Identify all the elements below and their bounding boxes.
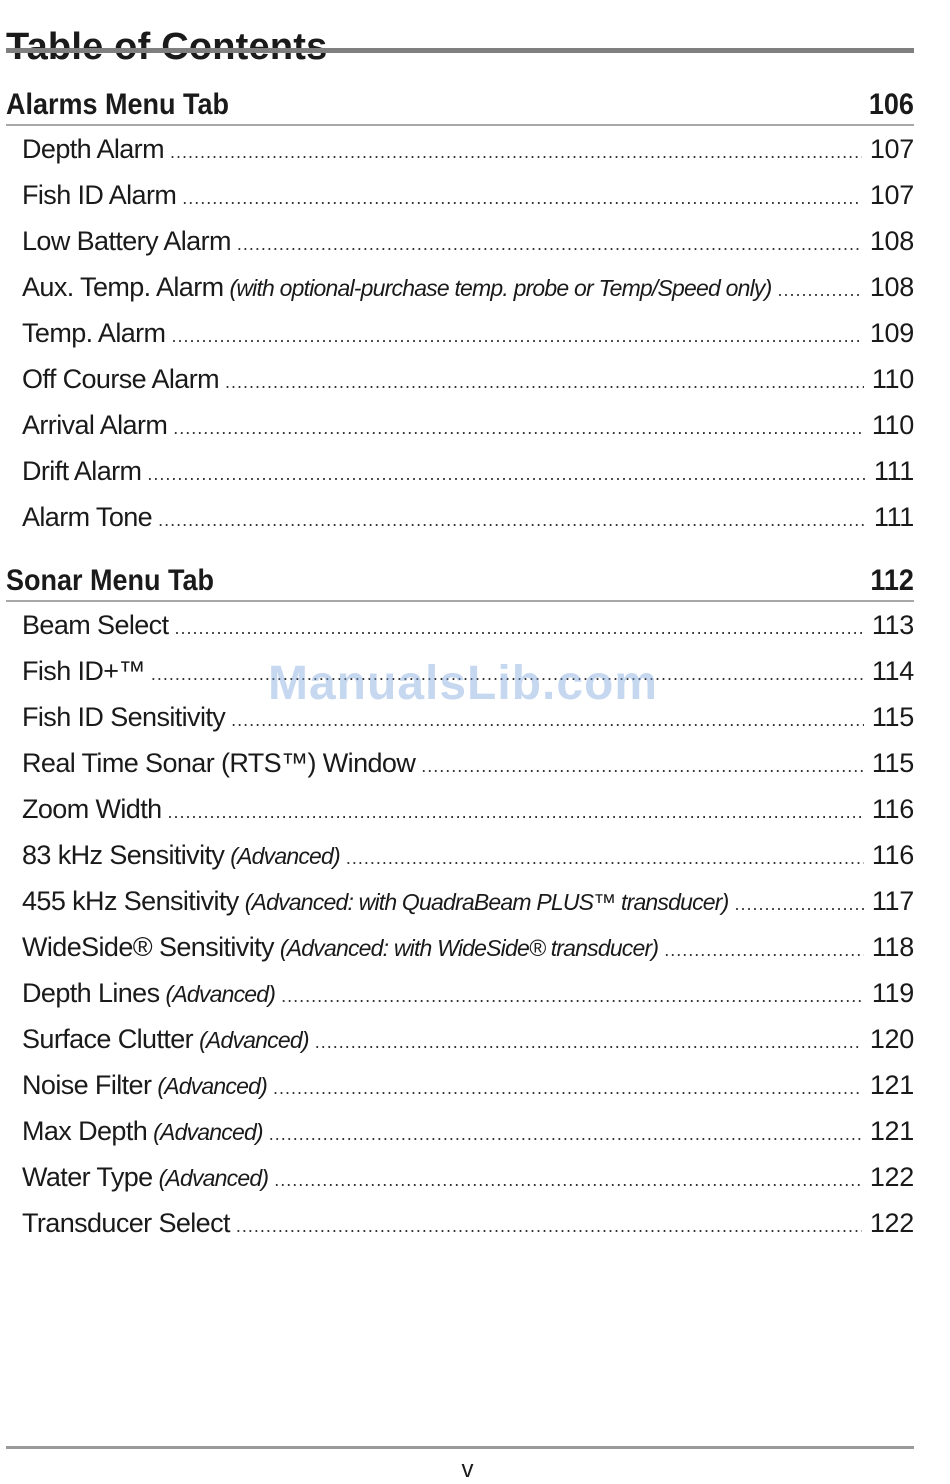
- dot-leader: [735, 881, 864, 924]
- dot-leader: [231, 697, 864, 740]
- entry-note: (Advanced): [199, 1027, 309, 1053]
- dot-leader: [237, 221, 862, 264]
- entry-page-number: 118: [871, 932, 914, 962]
- entry-page-number: 111: [873, 456, 914, 486]
- entry-page-number: 108: [869, 226, 914, 256]
- toc-entry-455khz-sensitivity[interactable]: [6, 878, 914, 924]
- dot-leader: [346, 835, 864, 878]
- page-number: v: [461, 1456, 474, 1483]
- dot-leader: [664, 927, 864, 970]
- section-page-number: 106: [868, 88, 914, 121]
- section-heading[interactable]: [6, 562, 914, 602]
- entry-label: Surface Clutter: [22, 1024, 194, 1054]
- entry-page-number: 121: [869, 1116, 914, 1146]
- section-sonar-menu-tab: [6, 562, 914, 1246]
- entry-label: Aux. Temp. Alarm: [22, 272, 224, 302]
- entry-page-number: 108: [869, 272, 914, 302]
- toc-entry-low-battery-alarm[interactable]: [6, 218, 914, 264]
- toc-entry-fish-id-plus[interactable]: [6, 648, 914, 694]
- entry-page-number: 107: [869, 180, 914, 210]
- entry-note: (Advanced): [157, 1073, 267, 1099]
- watermark: ManualsLib.com: [268, 657, 659, 710]
- dot-leader: [147, 451, 865, 494]
- dot-leader: [777, 267, 861, 310]
- section-title: Alarms Menu Tab: [6, 88, 230, 121]
- dot-leader: [151, 651, 864, 694]
- entry-page-number: 119: [871, 978, 914, 1008]
- footer-divider: [6, 1446, 914, 1449]
- toc-entry-depth-alarm[interactable]: [6, 126, 914, 172]
- toc-entry-arrival-alarm[interactable]: [6, 402, 914, 448]
- toc-entry-transducer-select[interactable]: [6, 1200, 914, 1246]
- dot-leader: [173, 405, 864, 448]
- toc-entry-drift-alarm[interactable]: [6, 448, 914, 494]
- dot-leader: [182, 175, 862, 218]
- toc-entry-temp-alarm[interactable]: [6, 310, 914, 356]
- entry-label: Beam Select: [22, 610, 169, 640]
- toc-entry-fish-id-sensitivity[interactable]: [6, 694, 914, 740]
- dot-leader: [174, 605, 863, 648]
- section-page-number: 112: [870, 564, 914, 597]
- section-heading[interactable]: [6, 86, 914, 126]
- entry-label: 455 kHz Sensitivity: [22, 886, 239, 916]
- toc-entry-noise-filter[interactable]: [6, 1062, 914, 1108]
- dot-leader: [274, 1157, 862, 1200]
- dot-leader: [236, 1203, 862, 1246]
- section-title: Sonar Menu Tab: [6, 564, 215, 597]
- dot-leader: [168, 789, 864, 832]
- entry-note: (Advanced: with WideSide® transducer): [279, 935, 659, 961]
- entry-page-number: 116: [871, 794, 914, 824]
- toc-entry-alarm-tone[interactable]: [6, 494, 914, 540]
- toc-entry-water-type[interactable]: [6, 1154, 914, 1200]
- toc-entry-beam-select[interactable]: [6, 602, 914, 648]
- dot-leader: [158, 497, 866, 540]
- entry-note: (Advanced): [158, 1165, 269, 1191]
- entry-page-number: 122: [869, 1162, 914, 1192]
- entry-note: (Advanced: with QuadraBeam PLUS™ transducer): [244, 889, 729, 915]
- entry-label: Real Time Sonar (RTS™) Window: [22, 748, 416, 778]
- entry-label: Off Course Alarm: [22, 364, 219, 394]
- entry-page-number: 121: [869, 1070, 914, 1100]
- toc-entry-depth-lines[interactable]: [6, 970, 914, 1016]
- entry-label: Water Type: [22, 1162, 153, 1192]
- toc-entry-aux-temp-alarm[interactable]: [6, 264, 914, 310]
- toc-entry-83khz-sensitivity[interactable]: [6, 832, 914, 878]
- entry-page-number: 111: [873, 502, 914, 532]
- toc-entry-max-depth[interactable]: [6, 1108, 914, 1154]
- entry-label: Max Depth: [22, 1116, 148, 1146]
- toc-entry-list: [6, 126, 914, 540]
- entry-note: (Advanced): [165, 981, 276, 1007]
- entry-label: Zoom Width: [22, 794, 162, 824]
- dot-leader: [171, 313, 861, 356]
- dot-leader: [273, 1065, 862, 1108]
- entry-label: Fish ID Sensitivity: [22, 702, 226, 732]
- toc-entry-real-time-sonar-window[interactable]: [6, 740, 914, 786]
- title-divider: [6, 48, 914, 53]
- entry-label: Low Battery Alarm: [22, 226, 231, 256]
- entry-label: Fish ID+™: [22, 656, 145, 686]
- entry-label: Drift Alarm: [22, 456, 142, 486]
- entry-page-number: 113: [871, 610, 914, 640]
- entry-label: Depth Lines: [22, 978, 160, 1008]
- toc-entry-off-course-alarm[interactable]: [6, 356, 914, 402]
- entry-note: (Advanced): [153, 1119, 263, 1145]
- entry-page-number: 120: [869, 1024, 914, 1054]
- dot-leader: [269, 1111, 862, 1154]
- entry-page-number: 122: [869, 1208, 914, 1238]
- dot-leader: [315, 1019, 862, 1062]
- entry-page-number: 115: [871, 748, 914, 778]
- dot-leader: [421, 743, 864, 786]
- entry-label: Depth Alarm: [22, 134, 164, 164]
- entry-label: Fish ID Alarm: [22, 180, 177, 210]
- entry-label: Arrival Alarm: [22, 410, 168, 440]
- entry-label: Noise Filter: [22, 1070, 152, 1100]
- toc-entry-wideside-sensitivity[interactable]: [6, 924, 914, 970]
- dot-leader: [170, 129, 862, 172]
- entry-note: (Advanced): [230, 843, 340, 869]
- entry-page-number: 109: [869, 318, 914, 348]
- entry-page-number: 117: [871, 886, 914, 916]
- entry-label: 83 kHz Sensitivity: [22, 840, 225, 870]
- entry-label: Temp. Alarm: [22, 318, 166, 348]
- entry-page-number: 107: [869, 134, 914, 164]
- toc-entry-zoom-width[interactable]: [6, 786, 914, 832]
- entry-label: WideSide® Sensitivity: [22, 932, 274, 962]
- section-alarms-menu-tab: [6, 86, 914, 540]
- entry-page-number: 114: [871, 656, 914, 686]
- entry-label: Alarm Tone: [22, 502, 153, 532]
- entry-page-number: 116: [871, 840, 914, 870]
- toc-entry-list: [6, 602, 914, 1246]
- entry-label: Transducer Select: [22, 1208, 230, 1238]
- entry-page-number: 115: [871, 702, 914, 732]
- entry-page-number: 110: [871, 410, 914, 440]
- toc-entry-surface-clutter[interactable]: [6, 1016, 914, 1062]
- entry-note: (with optional-purchase temp. probe or Temp/Speed only): [229, 275, 772, 301]
- dot-leader: [225, 359, 864, 402]
- dot-leader: [281, 973, 864, 1016]
- entry-page-number: 110: [871, 364, 914, 394]
- toc-entry-fish-id-alarm[interactable]: [6, 172, 914, 218]
